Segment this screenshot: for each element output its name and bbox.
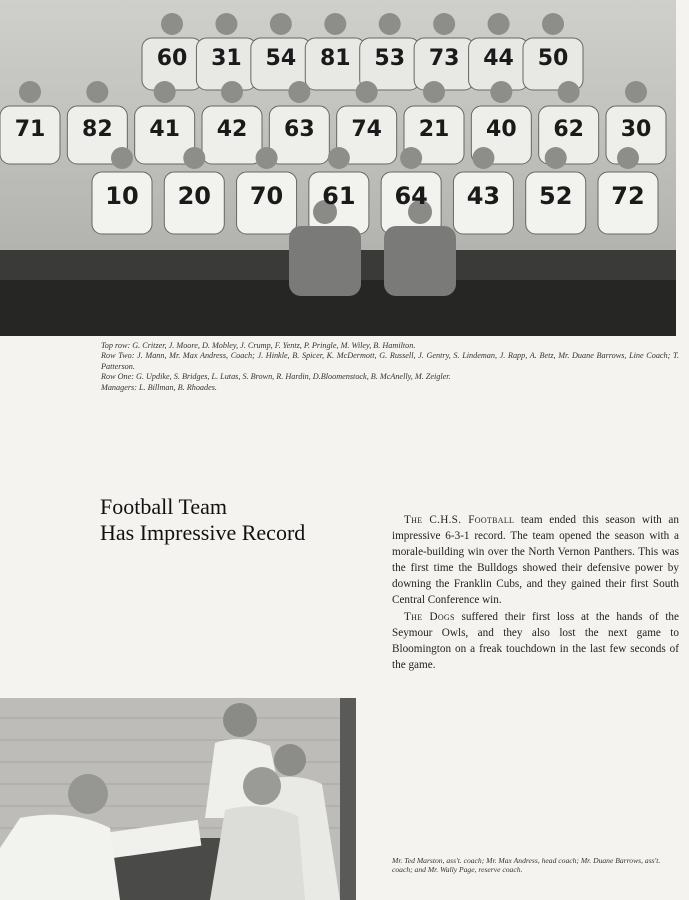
- player-head: [423, 81, 445, 103]
- row-two-jersey-number: 62: [553, 117, 584, 143]
- top-row-jersey-number: 81: [319, 46, 351, 72]
- player-head: [256, 147, 278, 169]
- top-row-jersey-number: 50: [537, 46, 569, 72]
- player-head: [545, 147, 567, 169]
- player-head: [625, 81, 647, 103]
- row-one-jersey-number: 52: [539, 182, 573, 211]
- row-two-jersey-number: 40: [486, 117, 517, 143]
- row-one-jersey-number: 61: [322, 182, 356, 211]
- player-head: [183, 147, 205, 169]
- manager-body: [289, 226, 361, 296]
- player-head: [379, 13, 401, 35]
- row-two-jersey-number: 30: [620, 117, 652, 143]
- article-paragraph-2: [392, 609, 679, 673]
- player-head: [215, 13, 237, 35]
- team-caption: [101, 341, 679, 393]
- headline-line-1: Football Team: [100, 493, 227, 519]
- top-row-jersey-number: 54: [265, 46, 297, 72]
- row-one-jersey-number: 10: [105, 182, 139, 211]
- article-paragraph-1: [392, 512, 679, 609]
- caption-top-row: Top row: G. Critzer, J. Moore, D. Mobley, J. Crump, F. Yentz, P. Pringle, M. Wiley, B. Hamilton.: [101, 341, 416, 350]
- caption-row-one: Row One: G. Updike, S. Bridges, L. Lutas, S. Brown, R. Hardin, D.Bloomenstock, B. McAnelly, M. Zeigler.: [101, 372, 451, 382]
- row-one-jersey-number: 43: [466, 182, 501, 211]
- player-head: [488, 13, 510, 35]
- article-body: [392, 512, 679, 673]
- paragraph-1-lead: The C.H.S. Football: [404, 514, 515, 526]
- caption-row-two: Row Two: J. Mann, Mr. Max Andress, Coach; J. Hinkle, B. Spicer, K. McDermott, G. Russell, J. Gentry, S. Lindeman, J. Rapp, A. Betz, Mr. Duane Barrows, Line Coach; T. Patterson.: [101, 351, 679, 371]
- player-head: [328, 147, 350, 169]
- player-head: [288, 81, 310, 103]
- top-row-jersey-number: 73: [428, 46, 460, 72]
- player-head: [400, 147, 422, 169]
- row-two-jersey-number: 63: [284, 117, 315, 143]
- headline-line-2: Has Impressive Record: [100, 519, 306, 545]
- player-head: [542, 13, 564, 35]
- coaches-photo: [0, 698, 356, 900]
- player-head: [270, 13, 292, 35]
- row-one-jersey-number: 70: [249, 182, 284, 211]
- row-two-jersey-number: 41: [149, 117, 180, 143]
- row-two-jersey-number: 74: [351, 117, 382, 143]
- row-two-jersey-number: 82: [82, 117, 113, 143]
- player-head: [111, 147, 133, 169]
- paragraph-2-lead: The Dogs: [404, 610, 455, 623]
- player-head: [221, 81, 243, 103]
- top-row-jersey-number: 31: [211, 46, 242, 72]
- player-head: [356, 81, 378, 103]
- player-head: [472, 147, 494, 169]
- player-head: [154, 81, 176, 103]
- row-two-jersey-number: 71: [14, 117, 46, 143]
- top-row-jersey-number: 44: [483, 46, 514, 72]
- headline: [100, 494, 370, 546]
- player-head: [617, 147, 639, 169]
- top-row-jersey-number: 53: [374, 46, 406, 72]
- row-two-jersey-number: 42: [216, 117, 248, 143]
- row-one-jersey-number: 64: [394, 182, 428, 211]
- player-head: [19, 81, 41, 103]
- row-two-jersey-number: 21: [418, 117, 450, 143]
- player-head: [558, 81, 580, 103]
- team-photo: [0, 0, 676, 336]
- caption-managers: Managers: L. Billman, B. Rhoades.: [101, 382, 217, 392]
- row-one-jersey-number: 72: [611, 182, 645, 211]
- row-one-jersey-number: 20: [177, 182, 211, 211]
- top-row-jersey-number: 60: [156, 46, 188, 72]
- coaches-caption: Mr. Ted Marston, ass't. coach; Mr. Max Andress, head coach; Mr. Duane Barrows, ass't. coach; and Mr. Wally Page, reserve coach.: [392, 856, 661, 875]
- player-head: [433, 13, 455, 35]
- paragraph-2-text: suffered their first loss at the hands of the Seymour Owls, and they also lost the next game to Bloomington on a freak touchdown in the last few seconds of the game.: [392, 610, 679, 671]
- player-head: [490, 81, 512, 103]
- manager-body: [384, 226, 456, 296]
- paragraph-1-text: team ended this season with an impressive 6-3-1 record. The team opened the season with a morale-building win over the North Vernon Panthers. This was the first time the Bulldogs showed their defensive power by downing the Franklin Cubs, and they gained their first South Central Conference win.: [392, 514, 679, 607]
- player-head: [324, 13, 346, 35]
- player-head: [86, 81, 108, 103]
- player-head: [161, 13, 183, 35]
